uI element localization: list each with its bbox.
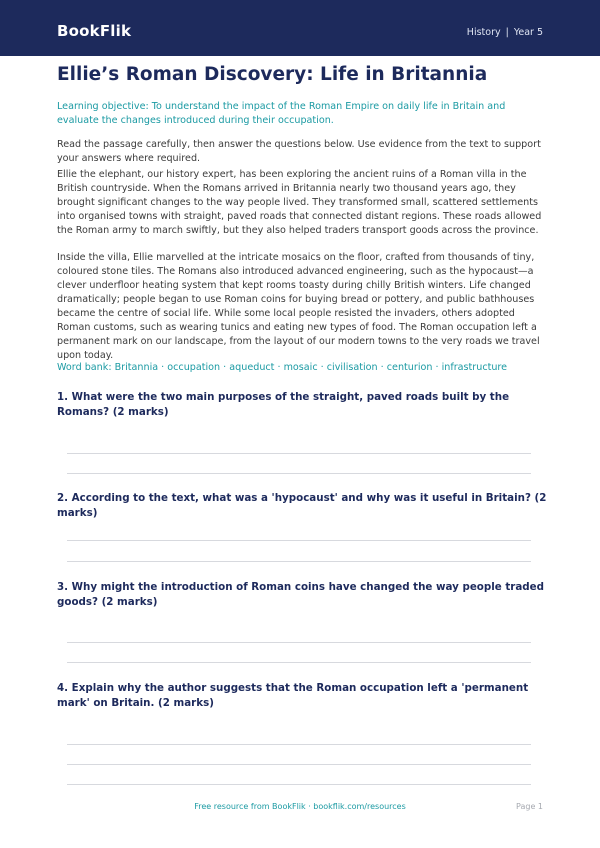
question-3: 3. Why might the introduction of Roman coins have changed the way people traded goods? (2 marks) xyxy=(57,581,545,608)
brand-logo[interactable]: BookFlik xyxy=(57,22,132,40)
word-bank: Word bank: Britannia · occupation · aqueduct · mosaic · civilisation · centurion · infrastructure xyxy=(57,362,508,373)
passage-paragraph-2: Inside the villa, Ellie marvelled at the intricate mosaics on the floor, crafted from thousands of tiny, coloured stone tiles. The Romans also introduced advanced engineering, such as the hypocaust—a clever underfloor heating system that kept rooms toasty during chilly British winters. Life changed dramatically; people began to use Roman coins for buying bread or pottery, and public bathhouses became the centre of social life. While some local people resisted the invaders, others adopted Roman customs, such as wearing tunics and eating new types of food. The Roman occupation left a permanent mark on our landscape, from the layout of our modern towns to the very roads we travel upon today. xyxy=(57,252,540,361)
answer-line[interactable] xyxy=(67,744,531,745)
answer-line[interactable] xyxy=(67,453,531,454)
breadcrumb-subject: History xyxy=(466,27,501,38)
answer-line[interactable] xyxy=(67,561,531,562)
answer-line[interactable] xyxy=(67,540,531,541)
answer-line[interactable] xyxy=(67,764,531,765)
breadcrumb-year: Year 5 xyxy=(513,27,543,38)
header-bar xyxy=(0,0,600,56)
answer-line[interactable] xyxy=(67,642,531,643)
question-1: 1. What were the two main purposes of the straight, paved roads built by the Romans? (2 marks) xyxy=(57,391,510,418)
page-number: Page 1 xyxy=(516,802,543,811)
breadcrumb xyxy=(467,27,543,38)
answer-line[interactable] xyxy=(67,784,531,785)
breadcrumb-separator: | xyxy=(505,27,509,38)
learning-objective: Learning objective: To understand the impact of the Roman Empire on daily life in Britain and evaluate the changes introduced during their occupation. xyxy=(57,101,506,126)
passage-paragraph-1: Ellie the elephant, our history expert, has been exploring the ancient ruins of a Roman villa in the British countryside. When the Romans arrived in Britannia nearly two thousand years ago, they brought significant changes to the way people lived. They transformed small, scattered settlements into organised towns with straight, paved roads that connected distant regions. These roads allowed the Roman army to march swiftly, but they also helped traders transport goods across the province. xyxy=(57,169,542,236)
page-title: Ellie’s Roman Discovery: Life in Britannia xyxy=(57,64,488,85)
instructions-text: Read the passage carefully, then answer the questions below. Use evidence from the text to support your answers where required. xyxy=(57,139,541,164)
answer-line[interactable] xyxy=(67,473,531,474)
footer-resource-link[interactable]: Free resource from BookFlik · bookflik.com/resources xyxy=(194,802,406,811)
question-2: 2. According to the text, what was a 'hypocaust' and why was it useful in Britain? (2 marks) xyxy=(57,492,547,519)
question-4: 4. Explain why the author suggests that the Roman occupation left a 'permanent mark' on Britain. (2 marks) xyxy=(57,682,529,709)
answer-line[interactable] xyxy=(67,662,531,663)
